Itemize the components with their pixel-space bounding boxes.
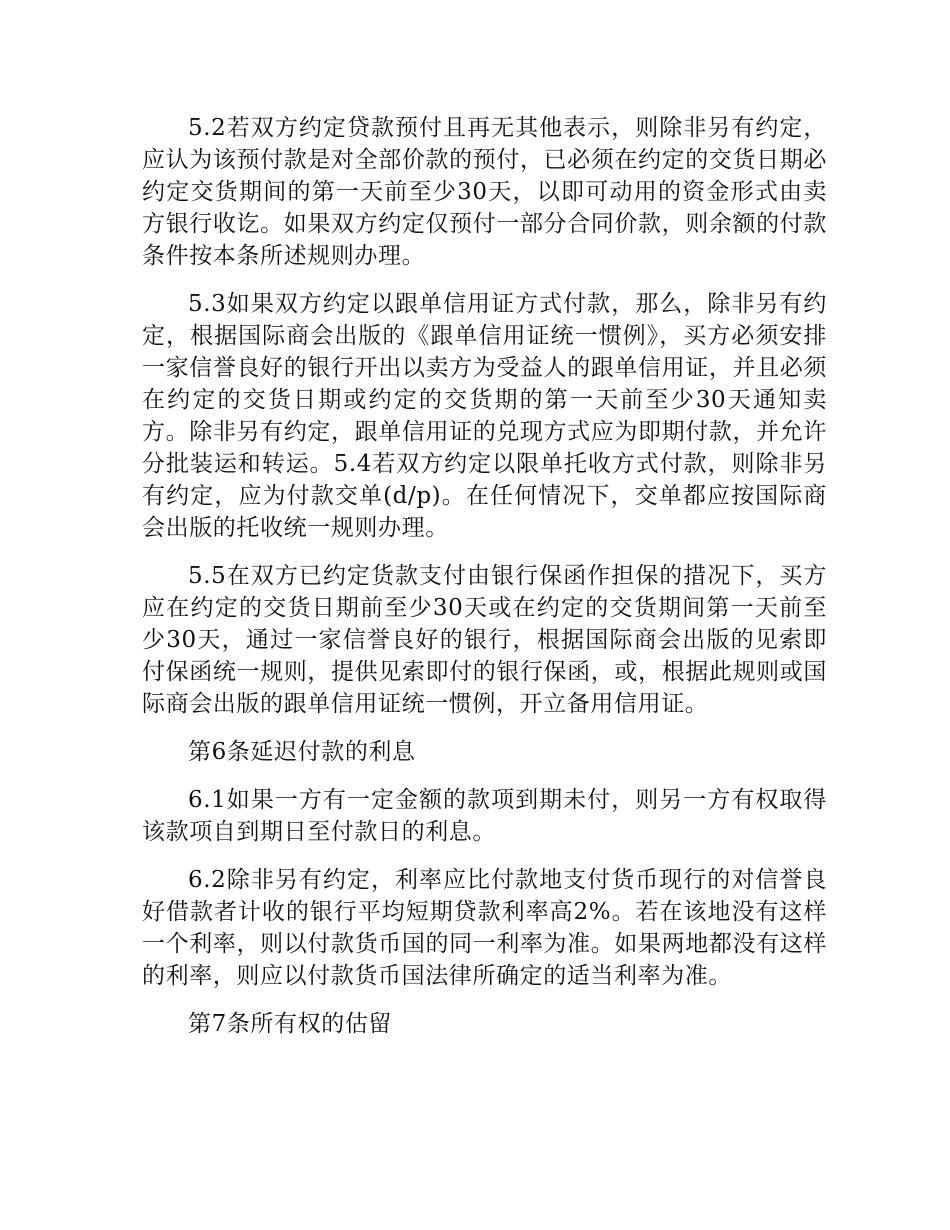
section-heading-article-6: 第6条延迟付款的利息 <box>188 739 416 765</box>
paragraph-5-2: 5.2若双方约定贷款预付且再无其他表示，则除非另有约定，应认为该预付款是对全部价款的预付，已必须在约定的交货日期必约定交货期间的第一天前至少30天，以即可动用的资金形式由卖方银行收讫。如果双方约定仅预付一部分合同价款，则余额的付款条件按本条所述规则办理。 <box>142 115 827 269</box>
paragraph-6-1: 6.1如果一方有一定金额的款项到期未付，则另一方有权取得该款项自到期日至付款日的利息。 <box>142 787 827 845</box>
paragraph-5-5: 5.5在双方已约定货款支付由银行保函作担保的措况下，买方应在约定的交货日期前至少30天或在约定的交货期间第一天前至少30天，通过一家信誉良好的银行，根据国际商会出版的见索即付保函统一规则，提供见索即付的银行保函，或，根据此规则或国际商会出版的跟单信用证统一惯例，开立备用信用证。 <box>142 563 827 717</box>
paragraph-5-3: 5.3如果双方约定以跟单信用证方式付款，那么，除非另有约定，根据国际商会出版的《跟单信用证统一惯例》，买方必须安排一家信誉良好的银行开出以卖方为受益人的跟单信用证，并且必须在约定的交货日期或约定的交货期的第一天前至少30天通知卖方。除非另有约定，跟单信用证的兑现方式应为即期付款，并允许分批装运和转运。5.4若双方约定以限单托收方式付款，则除非另有约定，应为付款交单(d/p)。在任何情况下，交单都应按国际商会出版的托收统一规则办理。 <box>142 291 827 541</box>
section-heading-article-7: 第7条所有权的估留 <box>188 1011 393 1037</box>
paragraph-6-2: 6.2除非另有约定，利率应比付款地支付货币现行的对信誉良好借款者计收的银行平均短期贷款利率高2%。若在该地没有这样一个利率，则以付款货币国的同一利率为准。如果两地都没有这样的利率，则应以付款货币国法律所确定的适当利率为准。 <box>142 867 827 989</box>
document-body <box>142 112 827 1056</box>
